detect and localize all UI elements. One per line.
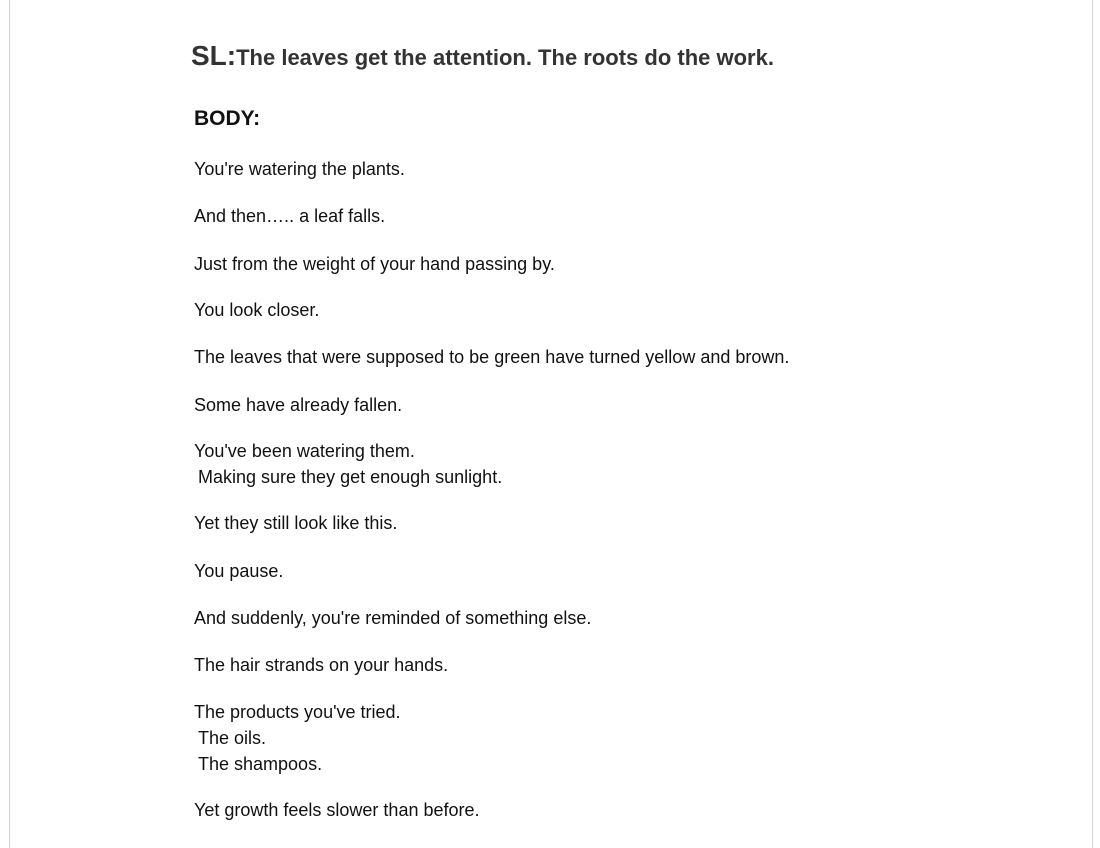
paragraph-line: The shampoos.: [198, 754, 323, 774]
paragraph-line: The oils.: [198, 728, 267, 748]
paragraph-line: The hair strands on your hands.: [194, 655, 449, 675]
paragraph-line: Yet they still look like this.: [194, 513, 398, 533]
paragraph-line: Making sure they get enough sunlight.: [198, 467, 503, 487]
paragraph-line: The leaves that were supposed to be green have turned yellow and brown.: [194, 347, 790, 367]
paragraph: [194, 297, 319, 323]
paragraph-line: You look closer.: [194, 300, 320, 320]
body-heading: BODY:: [194, 107, 261, 130]
subject-line: [191, 40, 774, 72]
paragraph: [194, 203, 385, 229]
paragraph-line: You've been watering them.: [194, 441, 415, 461]
paragraph-line: Yet growth feels slower than before.: [194, 800, 480, 820]
paragraph: [194, 438, 502, 490]
paragraph: [194, 251, 555, 277]
paragraph-line: The products you've tried.: [194, 702, 401, 722]
paragraph-line: You're watering the plants.: [194, 159, 405, 179]
paragraph: [194, 652, 448, 678]
paragraph-line: Just from the weight of your hand passing by.: [194, 254, 555, 274]
paragraph: [194, 392, 402, 418]
subject-line-text: The leaves get the attention. The roots do the work.: [236, 45, 774, 70]
document-page: [9, 0, 1093, 848]
paragraph: [194, 605, 591, 631]
paragraph-line: You pause.: [194, 561, 284, 581]
paragraph-line: And then….. a leaf falls.: [194, 206, 386, 226]
paragraph-line: Some have already fallen.: [194, 395, 403, 415]
subject-line-prefix: SL:: [191, 40, 237, 71]
paragraph: [194, 797, 480, 823]
paragraph: [194, 699, 401, 777]
paragraph: [194, 510, 397, 536]
paragraph: [194, 558, 283, 584]
paragraph: [194, 156, 405, 182]
paragraph: [194, 344, 789, 370]
paragraph-line: And suddenly, you're reminded of something else.: [194, 608, 592, 628]
